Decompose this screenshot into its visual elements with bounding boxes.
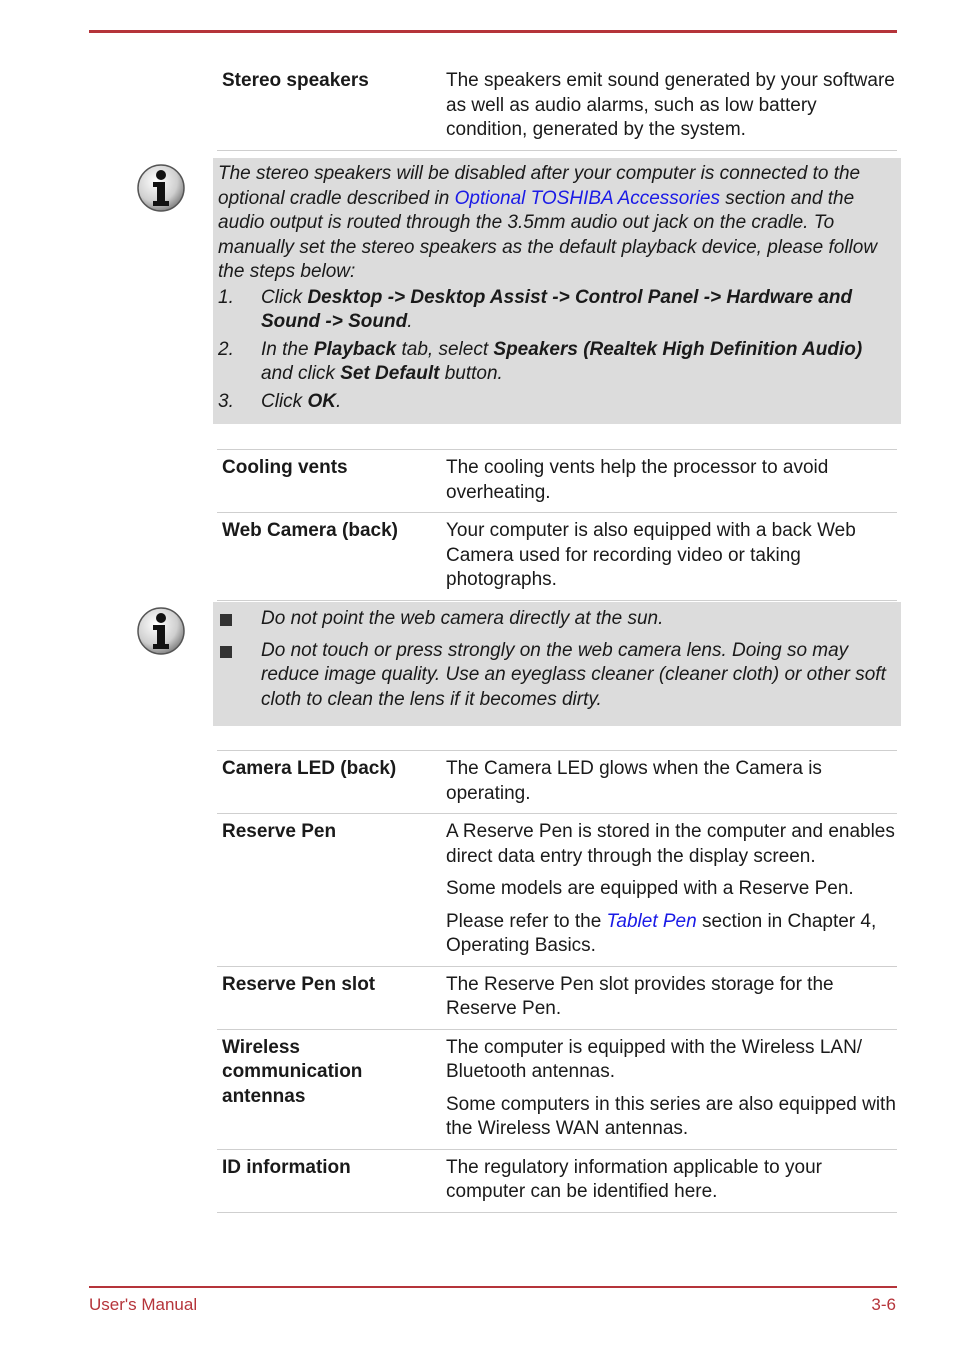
bullet-icon <box>218 607 261 632</box>
table-row <box>217 449 897 513</box>
step-item <box>218 338 895 387</box>
description-text: Some models are equipped with a Reserve Pen. <box>446 878 854 899</box>
term-description <box>441 973 897 1022</box>
description-text: The Camera LED glows when the Camera is operating. <box>446 758 822 804</box>
description-text: Please refer to the Tablet Pen section in Chapter 4, Operating Basics. <box>446 910 877 956</box>
description-text: The speakers emit sound generated by your software as well as audio alarms, such as low battery condition, generated by the system. <box>446 70 895 140</box>
term-description <box>441 69 897 143</box>
description-text: The regulatory information applicable to your computer can be identified here. <box>446 1156 822 1202</box>
table-row <box>217 814 897 967</box>
spec-table-1 <box>217 63 897 151</box>
description-text: The cooling vents help the processor to avoid overheating. <box>446 457 829 503</box>
footer-rule <box>89 1286 897 1288</box>
step-text: Click OK. <box>261 390 342 412</box>
term-label: Wireless communication antennas <box>222 1036 363 1107</box>
term-description <box>441 519 897 593</box>
header-rule <box>89 30 897 33</box>
term-label: Reserve Pen slot <box>222 973 376 995</box>
step-text: In the Playback tab, select Speakers (Realtek High Definition Audio) and click Set Default button. <box>261 338 863 384</box>
step-item <box>218 390 895 415</box>
term-label: ID information <box>222 1156 351 1178</box>
description-text: A Reserve Pen is stored in the computer and enables direct data entry through the display screen. <box>446 821 895 867</box>
step-item <box>218 286 895 335</box>
term-label: Web Camera (back) <box>222 520 398 541</box>
info-icon <box>136 163 186 213</box>
term-label: Cooling vents <box>222 457 348 478</box>
bullet-text: Do not point the web camera directly at the sun. <box>261 608 664 629</box>
step-number: 2. <box>218 338 234 360</box>
term-label: Stereo speakers <box>222 70 369 91</box>
footer-manual-title: User's Manual <box>89 1295 198 1314</box>
description-text: Your computer is also equipped with a back Web Camera used for recording video or taking photographs. <box>446 520 856 590</box>
table-row <box>217 63 897 151</box>
table-row <box>217 1150 897 1213</box>
table-row <box>217 1030 897 1150</box>
list-item <box>218 607 895 632</box>
note-web-camera <box>213 602 901 726</box>
list-item <box>218 639 895 713</box>
spec-table-2 <box>217 449 897 601</box>
step-text: Click Desktop -> Desktop Assist -> Control Panel -> Hardware and Sound -> Sound. <box>261 286 853 332</box>
info-icon <box>136 606 186 656</box>
tablet-pen-link[interactable]: Tablet Pen <box>606 910 697 932</box>
note-stereo-speakers <box>213 158 901 424</box>
footer-page-number: 3-6 <box>871 1295 896 1314</box>
table-row <box>217 513 897 601</box>
table-row <box>217 967 897 1030</box>
steps-list <box>218 286 895 415</box>
term-description <box>441 757 897 806</box>
note-intro: The stereo speakers will be disabled after your computer is connected to the optional cradle described in Optional TOSHIBA Accessories section and the audio output is routed through the 3.5mm audio out jack on the cradle. To manually set the stereo speakers as the default playback device, please follow the steps below: <box>218 163 878 282</box>
table-row <box>217 750 897 814</box>
term-description <box>441 1156 897 1205</box>
optional-accessories-link[interactable]: Optional TOSHIBA Accessories <box>454 187 720 209</box>
term-description <box>441 1036 897 1142</box>
term-label: Camera LED (back) <box>222 758 397 779</box>
description-text: The Reserve Pen slot provides storage for the Reserve Pen. <box>446 973 834 1019</box>
description-text: The computer is equipped with the Wireless LAN/ Bluetooth antennas. <box>446 1036 863 1082</box>
term-description <box>441 820 897 959</box>
bullet-text: Do not touch or press strongly on the web camera lens. Doing so may reduce image quality. Use an eyeglass cleaner (cleaner cloth) or other soft cloth to clean the lens if it becomes dirty. <box>261 639 886 710</box>
description-text: Some computers in this series are also equipped with the Wireless WAN antennas. <box>446 1093 896 1139</box>
step-number: 1. <box>218 286 234 308</box>
step-number: 3. <box>218 390 234 412</box>
term-label: Reserve Pen <box>222 821 337 842</box>
spec-table-3 <box>217 750 897 1213</box>
bullet-icon <box>218 639 261 713</box>
term-description <box>441 456 897 505</box>
